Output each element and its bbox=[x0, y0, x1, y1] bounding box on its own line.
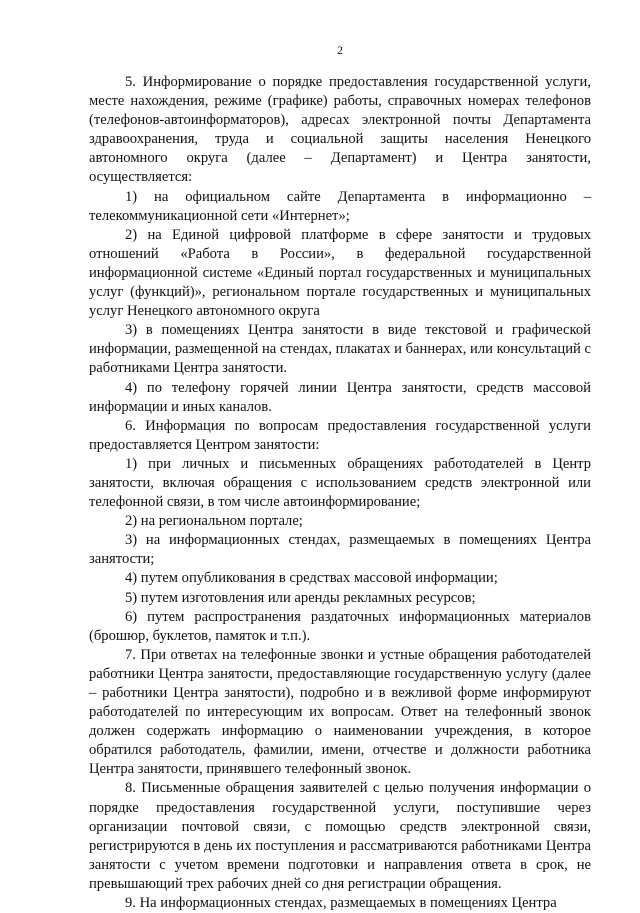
paragraph-6-item-5: 5) путем изготовления или аренды рекламных ресурсов; bbox=[125, 589, 476, 606]
paragraph-6-item-4: 4) путем опубликования в средствах массовой информации; bbox=[125, 570, 498, 587]
paragraph-5-item-4: 4) по телефону горячей линии Центра занятости, средств массовой информации и иных каналов. bbox=[89, 379, 591, 415]
paragraph-5-item-1: 1) на официальном сайте Департамента в информационно – телекоммуникационной сети «Интернет»; bbox=[89, 188, 591, 224]
paragraph-6-item-6: 6) путем распространения раздаточных информационных материалов (брошюр, буклетов, памяток и т.п.). bbox=[89, 608, 591, 644]
paragraph-9: 9. На информационных стендах, размещаемых в помещениях Центра bbox=[125, 895, 557, 912]
paragraph-5-item-2: 2) на Единой цифровой платформе в сфере занятости и трудовых отношений «Работа в России», в федеральной государственной информационной системе «Единый портал государственных и муниципальных услуг (функций)», региональном портале государственных и муниципальных услуг Ненецкого автономного округа bbox=[89, 226, 591, 320]
paragraph-5-item-3: 3) в помещениях Центра занятости в виде текстовой и графической информации, размещенной на стендах, плакатах и баннерах, или консультаций с работниками Центра занятости. bbox=[89, 322, 591, 377]
paragraph-6-item-2: 2) на региональном портале; bbox=[125, 513, 303, 530]
paragraph-5: 5. Информирование о порядке предоставления государственной услуги, месте нахождения, режиме (графике) работы, справочных номерах телефонов (телефонов-автоинформаторов), адресах электронной почты Департамента здравоохранения, труда и социальной защиты населения Ненецкого автономного округа (далее – Департамент) и Центра занятости, осуществляется: bbox=[89, 74, 591, 186]
paragraph-7: 7. При ответах на телефонные звонки и устные обращения работодателей работники Центра занятости, предоставляющие государственную услугу (далее – работники Центра занятости), подробно и в вежливой форме информируют работодателей по интересующим их вопросам. Ответ на телефонный звонок должен содержать информацию о наименовании учреждения, в которое обратился работодатель, фамилии, имени, отчестве и должности работника Центра занятости, принявшего телефонный звонок. bbox=[89, 646, 591, 778]
paragraph-6: 6. Информация по вопросам предоставления государственной услуги предоставляется Центром занятости: bbox=[89, 417, 591, 453]
paragraph-6-item-3: 3) на информационных стендах, размещаемых в помещениях Центра занятости; bbox=[89, 532, 591, 568]
paragraph-6-item-1: 1) при личных и письменных обращениях работодателей в Центр занятости, включая обращения с использованием средств электронной или телефонной связи, в том числе автоинформирование; bbox=[89, 455, 591, 511]
paragraph-8: 8. Письменные обращения заявителей с целью получения информации о порядке предоставления государственной услуги, поступившие через организации почтовой связи, с помощью средств электронной связи, регистрируются в день их поступления и рассматриваются работниками Центра занятости с учетом времени подготовки и направления ответа в срок, не превышающий трех рабочих дней со дня регистрации обращения. bbox=[89, 780, 591, 892]
page-number: 2 bbox=[337, 43, 343, 57]
